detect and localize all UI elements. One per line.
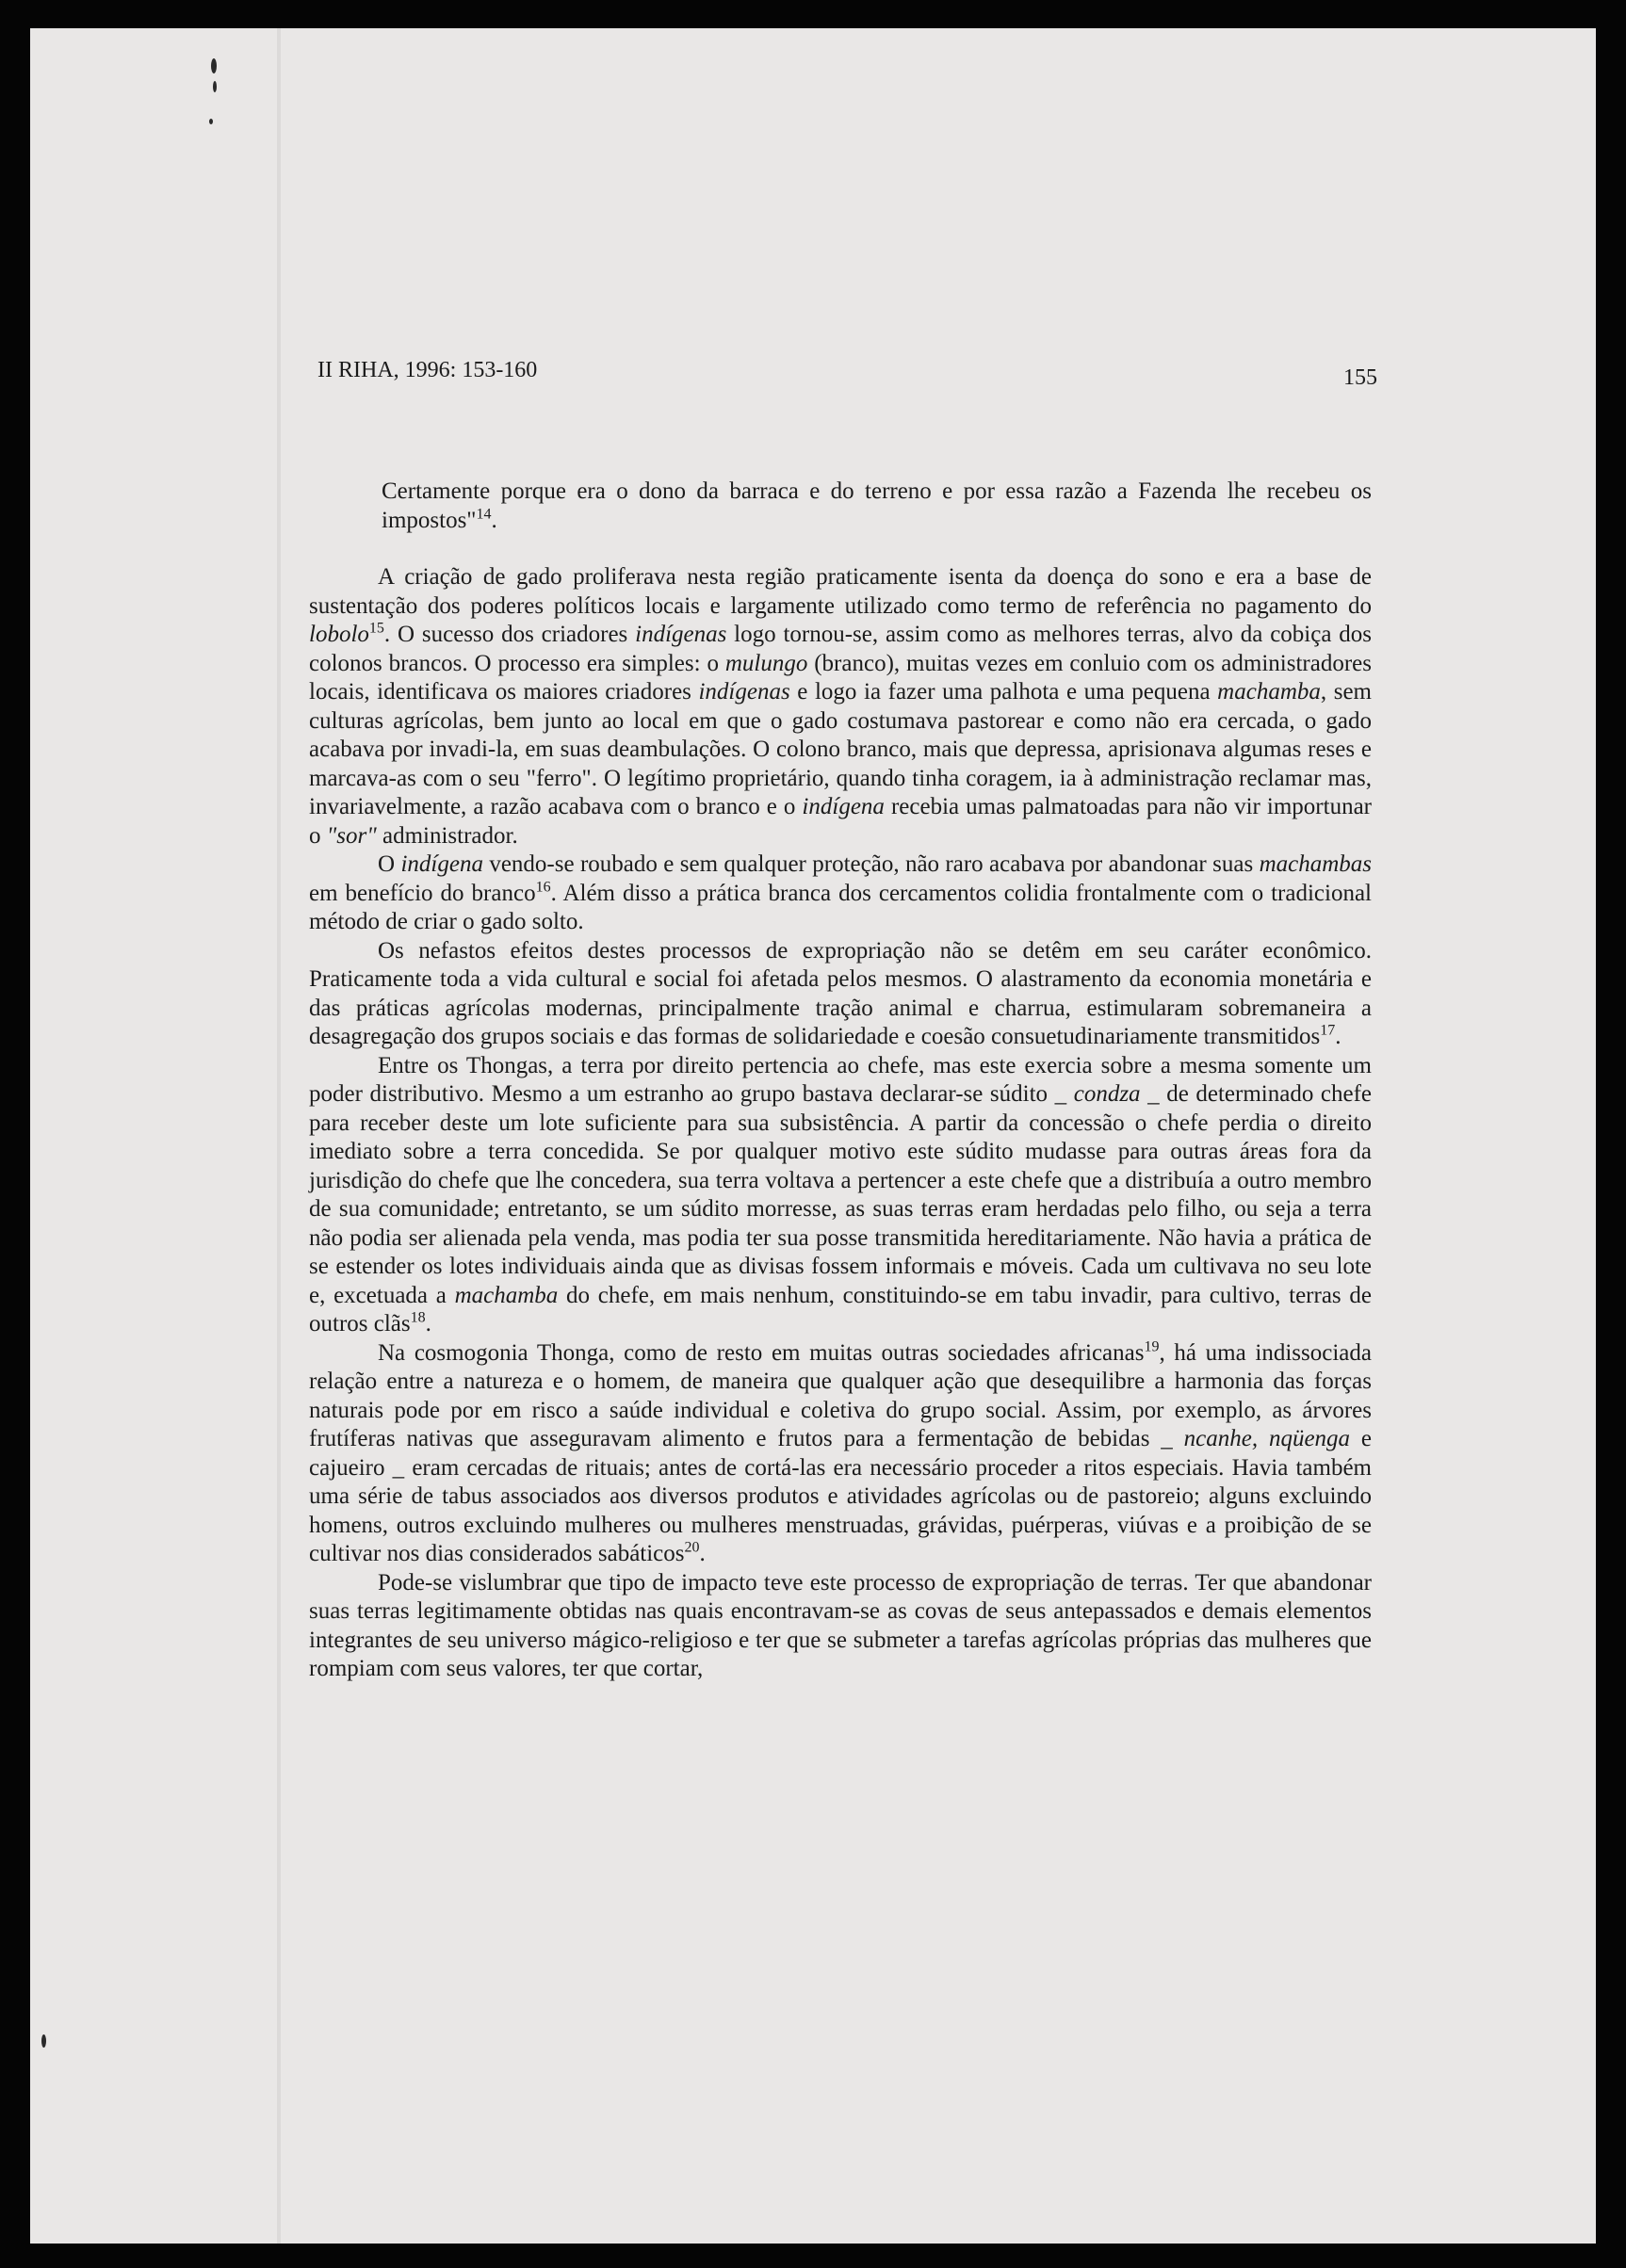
page-number: 155 [1343,365,1377,390]
journal-reference: II RIHA, 1996: 153-160 [317,358,538,382]
text-run: O [378,851,401,877]
text-run: vendo-se roubado e sem qualquer proteção, não raro acabava por abandonar suas [482,851,1260,877]
italic-term: machamba [454,1282,559,1308]
paragraph [309,1052,1372,1339]
italic-term: "sor" [326,822,377,849]
italic-term: indígenas [635,622,727,647]
text-run: . [699,1541,706,1566]
running-head [317,332,1377,388]
paragraph [309,1569,1372,1684]
paragraph [309,850,1372,937]
text-run: Pode-se vislumbrar que tipo de impacto teve este processo de expropriação de terras. Ter que abandonar suas terras legitimamente obtidas nas quais encontravam-se as covas de seus antepassados e demais elementos integrantes de seu universo mágico-religioso e ter que se submeter a tarefas agrícolas próprias das mulheres que rompiam com seus valores, ter que cortar, [309,1569,1372,1681]
italic-term: indígena [400,851,483,877]
text-run: , há uma indissociada relação entre a natureza e o homem, de maneira que qualquer ação que desequilibre a harmonia das forças naturais pode por em risco a saúde individual e coletiva do grupo social. Assim, por exemplo, as árvores frutíferas nativas que asseguravam alimento e frutos para a fermentação de bebidas _ [309,1339,1372,1451]
footnote-ref: 18 [410,1309,426,1326]
italic-term: mulungo [724,650,808,676]
italic-term: indígena [802,794,885,819]
footnote-ref: 16 [535,879,551,896]
text-run: . [1335,1024,1341,1049]
text-run: A criação de gado proliferava nesta região praticamente isenta da doença do sono e era a base de sustentação dos poderes políticos locais e largamente utilizado como termo de referência no pagamento do [309,564,1372,619]
text-run: Entre os Thongas, a terra por direito pertencia ao chefe, mas este exercia sobre a mesma somente um poder distributivo. Mesmo a um estranho ao grupo bastava declarar-se súdito _ [309,1052,1372,1107]
footnote-ref: 17 [1320,1022,1336,1039]
text-run: logo tornou-se, assim como as melhores terras, alvo da cobiça dos colonos brancos. O processo era simples: o [309,622,1372,676]
text-run: e cajueiro _ eram cercadas de rituais; antes de cortá-las era necessário proceder a ritos especiais. Havia também uma série de tabus associados aos diversos produtos e atividades agrícolas ou de pastoreio; alguns excluindo homens, outros excluindo mulheres ou mulheres menstruadas, grávidas, puérperas, viúvas e a proibição de se cultivar nos dias considerados sabáticos [309,1426,1372,1566]
italic-term: indígenas [698,679,790,705]
text-run: Na cosmogonia Thonga, como de resto em muitas outras sociedades africanas [378,1339,1145,1366]
footnote-ref: 15 [368,620,384,637]
scan-shadow [277,28,281,2244]
italic-term: machamba [1217,679,1321,705]
italic-term: ncanhe, nqüenga [1183,1426,1351,1451]
text-run: . Além disso a prática branca dos cercamentos colidia frontalmente com o tradicional método de criar o gado solto. [309,880,1372,934]
text-run: (branco), muitas vezes em conluio com os administradores locais, identificava os maiores criadores [309,650,1372,705]
italic-term: condza [1073,1081,1141,1107]
text-run: em benefício do branco [309,880,536,906]
body-text [309,478,1372,1684]
text-run: Certamente porque era o dono da barraca e do terreno e por essa razão a Fazenda lhe recebeu os impostos" [382,478,1372,533]
footnote-ref: 19 [1144,1338,1160,1355]
text-run: _ de determinado chefe para receber deste um lote suficiente para sua subsistência. A partir da concessão o chefe perdia o direito imediato sobre a terra concedida. Se por qualquer motivo este súdito mudasse para outras áreas fora da jurisdição do chefe que lhe concedera, sua terra voltava a pertencer a este chefe que a distribuía a outro membro de sua comunidade; entretanto, se um súdito morresse, as suas terras eram herdadas pelo filho, ou seja a terra não podia ser alienada pela venda, mas podia ter sua posse transmitida hereditariamente. Não havia a prática de se estender os lotes individuais ainda que as divisas fossem informais e móveis. Cada um cultivava no seu lote e, excetuada a [309,1081,1373,1308]
text-run: . [425,1311,431,1336]
paragraph [309,937,1372,1052]
footnote-ref: 14 [476,506,492,523]
scan-speck [41,2034,46,2048]
italic-term: machambas [1259,851,1373,877]
text-run: recebia umas palmatoadas para não vir importunar o [309,794,1372,849]
paragraph [309,563,1372,850]
text-run: Os nefastos efeitos destes processos de expropriação não se detêm em seu caráter econômico. Praticamente toda a vida cultural e social foi afetada pelos mesmos. O alastramento da economia monetária e das práticas agrícolas modernas, principalmente tração animal e charrua, estimularam sobremaneira a desagregação dos grupos sociais e das formas de solidariedade e coesão consuetudinariamente transmitidos [309,937,1372,1049]
text-run: . [491,507,497,533]
text-run: e logo ia fazer uma palhota e uma pequena [789,679,1218,705]
footnote-ref: 20 [684,1539,700,1556]
paragraph [309,1339,1372,1569]
quotation-end [382,478,1372,535]
text-run: do chefe, em mais nenhum, constituindo-se em tabu invadir, para cultivo, terras de outros clãs [309,1282,1372,1336]
text-run: administrador. [376,822,518,849]
scan-speck [209,119,213,124]
text-run: , sem culturas agrícolas, bem junto ao local em que o gado costumava pastorear e como não era cercada, o gado acabava por invadi-la, em suas deambulações. O colono branco, mais que depressa, aprisionava algumas reses e marcava-as com o seu "ferro". O legítimo proprietário, quando tinha coragem, ia à administração reclamar mas, invariavelmente, a razão acabava com o branco e o [309,679,1372,819]
scan-speck [213,81,217,92]
scan-speck [211,58,217,73]
text-run: . O sucesso dos criadores [383,622,636,647]
italic-term: lobolo [309,622,369,647]
document-page [30,28,1596,2244]
